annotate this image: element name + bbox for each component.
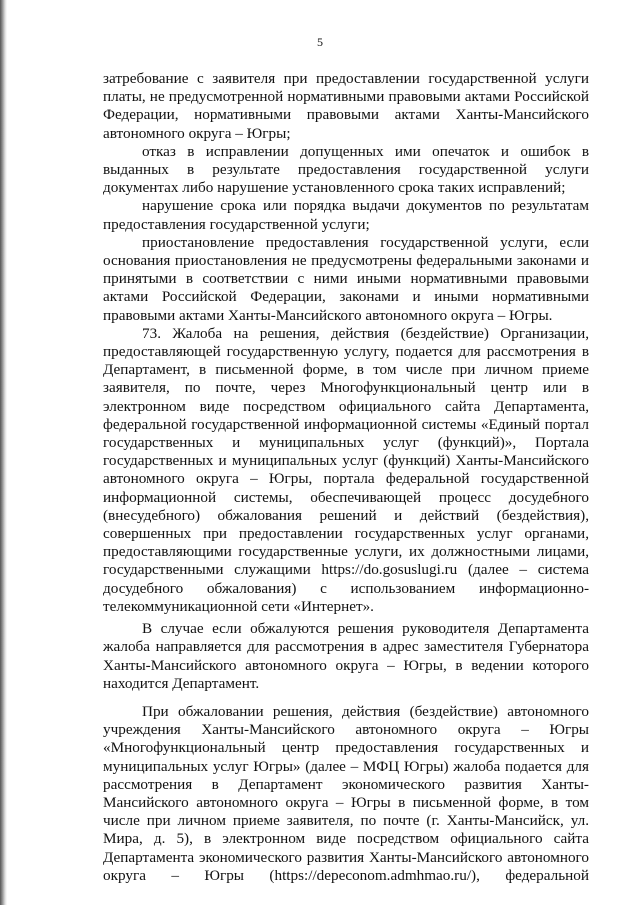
paragraph-mfc-complaint: При обжаловании решения, действия (бездействие) автономного учреждения Ханты-Мансийского автономного округа – Югры «Многофункциональный центр предоставления государственных и муниципальных услуг Югры» (далее – МФЦ Югры) жалоба подается для рассмотрения в Департамент экономического развития Ханты-Мансийского автономного округа – Югры в письменной форме, в том числе при личном приеме заявителя, по почте (г. Ханты-Мансийск, ул. Мира, д. 5), в электронном виде посредством официального сайта Департамента экономического развития Ханты-Мансийского автономного округа – Югры (https://depeconom.admhmao.ru/), федеральной — [103, 702, 589, 884]
page-number: 5 — [317, 35, 323, 49]
paragraph-73-complaint: 73. Жалоба на решения, действия (бездействие) Организации, предоставляющей государственную услугу, подается для рассмотрения в Департамент, в письменной форме, в том числе при личном приеме заявителя, по почте, через Многофункциональный центр или в электронном виде посредством официального сайта Департамента, федеральной государственной информационной системы «Единый портал государственных и муниципальных услуг (функций)», Портала государственных и муниципальных услуг (функций) Ханты-Мансийского автономного округа – Югры, портала федеральной государственной информационной системы, обеспечивающей процесс досудебного (внесудебного) обжалования решений и действий (бездействия), совершенных при предоставлении государственных услуг органами, предоставляющими государственные услуги, их должностными лицами, государственными служащими https://do.gosuslugi.ru (далее – система досудебного обжалования) с использованием информационно-телекоммуникационной сети «Интернет». — [103, 324, 589, 615]
document-body — [103, 70, 589, 885]
paragraph-suspension: приостановление предоставления государственной услуги, если основания приостановления не предусмотрены федеральными законами и принятыми в соответствии с ними иными нормативными правовыми актами Российской Федерации, законами и иными нормативными правовыми актами Ханты-Мансийского автономного округа – Югры. — [103, 233, 589, 324]
paragraph-fee-demand: затребование с заявителя при предоставлении государственной услуги платы, не предусмотренной нормативными правовыми актами Российской Федерации, нормативными правовыми актами Ханты-Мансийского автономного округа – Югры; — [103, 70, 589, 142]
paragraph-correction-refusal: отказ в исправлении допущенных ими опечаток и ошибок в выданных в результате предоставления государственной услуги документах либо нарушение установленного срока таких исправлений; — [103, 142, 589, 197]
paragraph-issue-deadline: нарушение срока или порядка выдачи документов по результатам предоставления государственной услуги; — [103, 197, 589, 233]
scan-edge — [0, 0, 7, 905]
paragraph-head-complaint: В случае если обжалуются решения руководителя Департамента жалоба направляется для рассмотрения в адрес заместителя Губернатора Ханты-Мансийского автономного округа – Югры, в ведении которого находится Департамент. — [103, 620, 589, 692]
